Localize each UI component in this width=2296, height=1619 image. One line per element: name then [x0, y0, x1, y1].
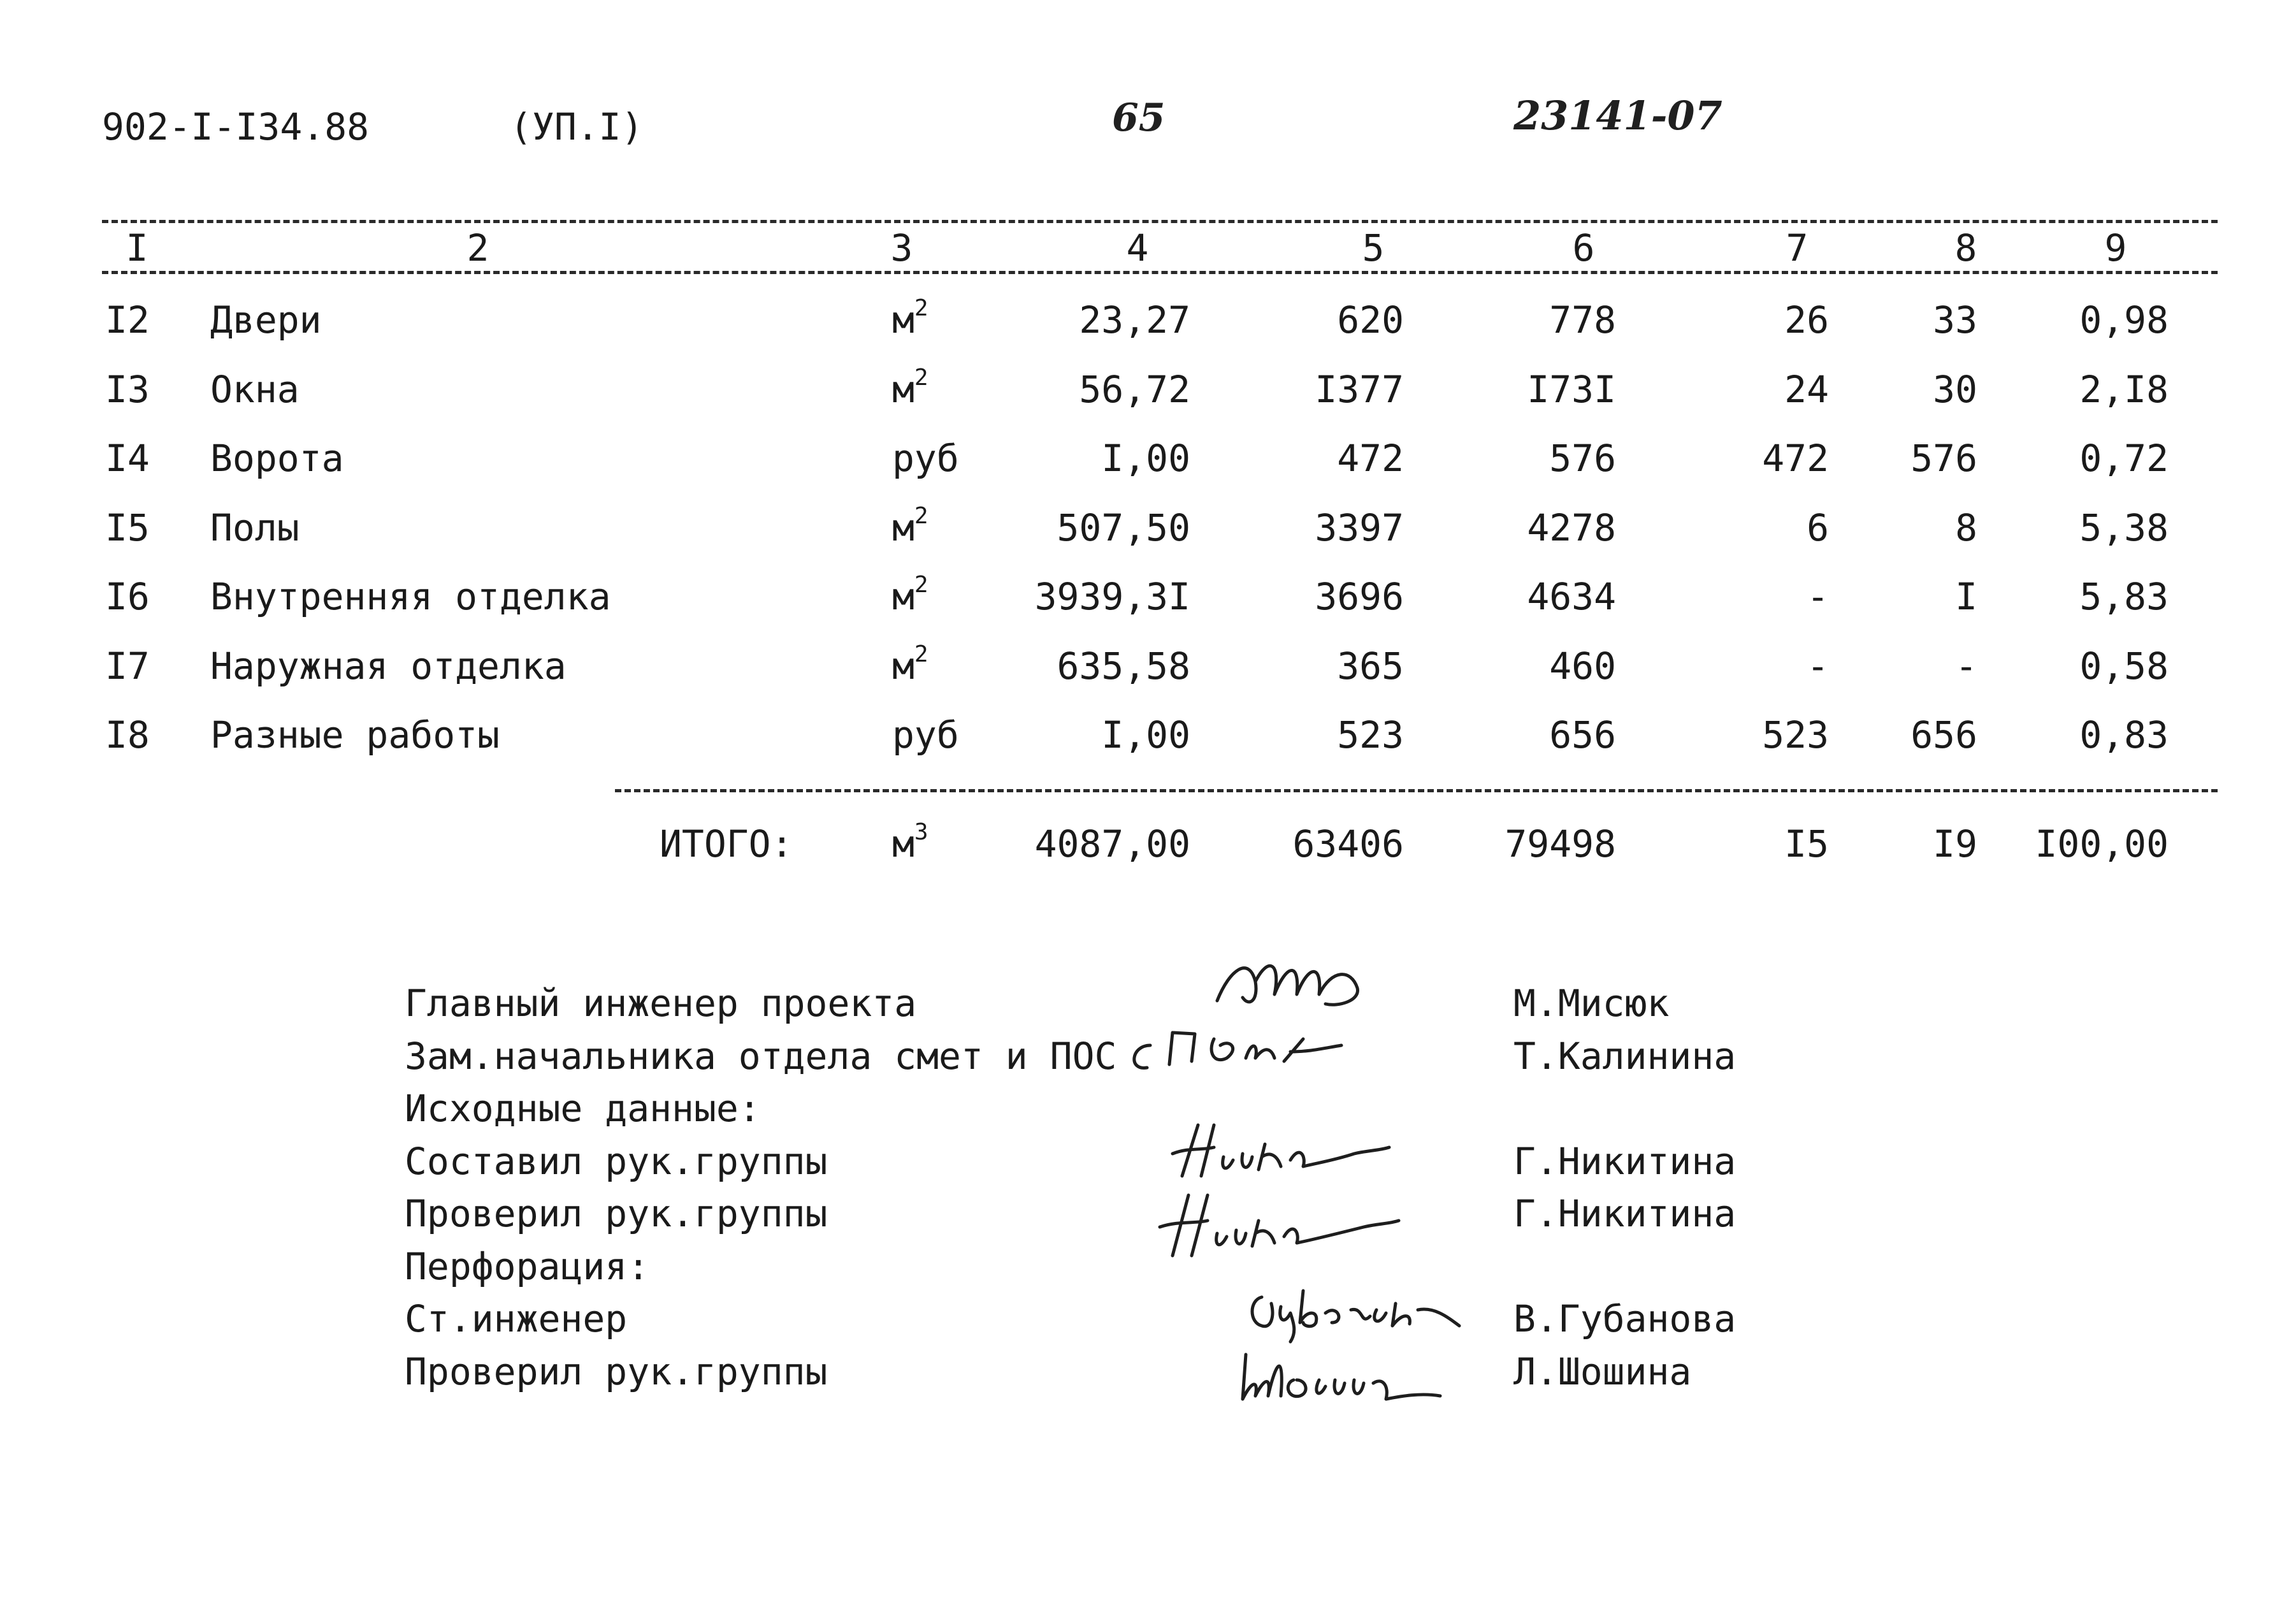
row-cell-7: 26	[1784, 298, 1829, 342]
signature-kalinina	[1118, 1020, 1348, 1084]
signatory-name: М.Мисюк	[1513, 982, 1670, 1025]
column-header-2: 2	[466, 226, 489, 270]
row-cell-6: 4278	[1527, 506, 1616, 549]
signatory-name: Т.Калинина	[1513, 1035, 1736, 1078]
row-cell-7: 6	[1807, 506, 1829, 549]
row-cell-7: 24	[1784, 368, 1829, 411]
volume-label: (УП.I)	[510, 105, 644, 149]
row-number: I6	[105, 575, 150, 618]
column-header-6: 6	[1572, 226, 1595, 270]
signature-shoshina	[1230, 1342, 1453, 1412]
row-unit: $м^2$	[892, 295, 928, 342]
row-cell-6: 656	[1549, 713, 1616, 757]
row-cell-8: I	[1955, 575, 1977, 618]
signature-role: Исходные данные:	[405, 1087, 761, 1130]
column-header-4: 4	[1126, 226, 1149, 270]
column-header-9: 9	[2104, 226, 2127, 270]
row-cell-4: I,00	[1101, 713, 1190, 757]
row-cell-4: 23,27	[1079, 298, 1190, 342]
row-cell-5: 3696	[1315, 575, 1404, 618]
row-cell-8: 576	[1910, 437, 1977, 480]
row-unit: $м^2$	[892, 503, 928, 549]
row-cell-5: 620	[1337, 298, 1404, 342]
row-cell-5: 3397	[1315, 506, 1404, 549]
total-cell-6: 79498	[1505, 822, 1616, 866]
row-cell-6: I73I	[1527, 368, 1616, 411]
signature-role: Проверил рук.группы	[405, 1192, 828, 1235]
signature-nikitina-2	[1147, 1189, 1402, 1265]
signature-nikitina-1	[1163, 1119, 1392, 1189]
page-number: 65	[1112, 96, 1166, 140]
row-cell-5: 365	[1337, 644, 1404, 688]
row-name: Двери	[210, 298, 322, 342]
row-unit: руб	[892, 713, 959, 757]
row-cell-9: 0,58	[2079, 644, 2169, 688]
row-cell-7: 523	[1762, 713, 1829, 757]
table-header-rule	[102, 271, 2218, 274]
column-header-5: 5	[1362, 226, 1385, 270]
row-name: Ворота	[210, 437, 344, 480]
signature-role: Перфорация:	[405, 1245, 650, 1288]
document-code: 902-I-I34.88	[102, 105, 370, 149]
row-name: Окна	[210, 368, 300, 411]
row-cell-8: 656	[1910, 713, 1977, 757]
total-cell-7: I5	[1784, 822, 1829, 866]
signature-gubanova	[1243, 1278, 1466, 1348]
column-header-1: I	[126, 226, 148, 270]
signature-role: Зам.начальника отдела смет и ПОС	[405, 1035, 1117, 1078]
row-cell-6: 778	[1549, 298, 1616, 342]
column-header-8: 8	[1954, 226, 1977, 270]
row-unit: $м^2$	[892, 572, 928, 618]
column-header-7: 7	[1786, 226, 1809, 270]
row-cell-9: 5,38	[2079, 506, 2169, 549]
row-name: Наружная отделка	[210, 644, 567, 688]
total-cell-4: 4087,00	[1034, 822, 1190, 866]
row-cell-9: 0,98	[2079, 298, 2169, 342]
signature-role: Главный инженер проекта	[405, 982, 917, 1025]
row-cell-9: 2,I8	[2079, 368, 2169, 411]
row-cell-8: 30	[1933, 368, 1977, 411]
table-top-rule	[102, 220, 2218, 223]
row-cell-9: 0,83	[2079, 713, 2169, 757]
row-name: Полы	[210, 506, 300, 549]
signature-role: Проверил рук.группы	[405, 1350, 828, 1393]
row-cell-4: 507,50	[1057, 506, 1190, 549]
signatory-name: В.Губанова	[1513, 1297, 1736, 1340]
row-cell-8: 8	[1955, 506, 1977, 549]
row-cell-4: 3939,3I	[1034, 575, 1190, 618]
row-cell-5: 523	[1337, 713, 1404, 757]
total-cell-8: I9	[1933, 822, 1977, 866]
row-unit: $м^2$	[892, 641, 928, 688]
signatory-name: Г.Никитина	[1513, 1192, 1736, 1235]
row-unit: $м^2$	[892, 365, 928, 411]
row-name: Внутренняя отделка	[210, 575, 611, 618]
row-cell-7: -	[1807, 575, 1829, 618]
row-cell-4: 635,58	[1057, 644, 1190, 688]
total-unit: $м^3$	[892, 819, 928, 866]
total-rule	[615, 789, 2218, 792]
row-number: I5	[105, 506, 150, 549]
inventory-number: 23141-07	[1513, 92, 1722, 139]
row-cell-8: -	[1955, 644, 1977, 688]
row-number: I7	[105, 644, 150, 688]
row-cell-5: 472	[1337, 437, 1404, 480]
signatory-name: Г.Никитина	[1513, 1140, 1736, 1183]
row-number: I2	[105, 298, 150, 342]
row-cell-4: 56,72	[1079, 368, 1190, 411]
row-cell-8: 33	[1933, 298, 1977, 342]
row-cell-6: 576	[1549, 437, 1616, 480]
column-header-3: 3	[890, 226, 913, 270]
row-cell-7: 472	[1762, 437, 1829, 480]
total-cell-9: I00,00	[2035, 822, 2169, 866]
signature-misyuk	[1211, 943, 1389, 1026]
total-cell-5: 63406	[1292, 822, 1404, 866]
total-label: ИТОГО:	[660, 822, 793, 866]
signatory-name: Л.Шошина	[1513, 1350, 1692, 1393]
signature-role: Ст.инженер	[405, 1297, 628, 1340]
row-number: I8	[105, 713, 150, 757]
row-cell-5: I377	[1315, 368, 1404, 411]
row-number: I3	[105, 368, 150, 411]
row-cell-6: 460	[1549, 644, 1616, 688]
row-cell-9: 5,83	[2079, 575, 2169, 618]
row-cell-7: -	[1807, 644, 1829, 688]
row-cell-9: 0,72	[2079, 437, 2169, 480]
row-number: I4	[105, 437, 150, 480]
row-cell-4: I,00	[1101, 437, 1190, 480]
row-cell-6: 4634	[1527, 575, 1616, 618]
signature-role: Составил рук.группы	[405, 1140, 828, 1183]
row-unit: руб	[892, 437, 959, 480]
row-name: Разные работы	[210, 713, 500, 757]
